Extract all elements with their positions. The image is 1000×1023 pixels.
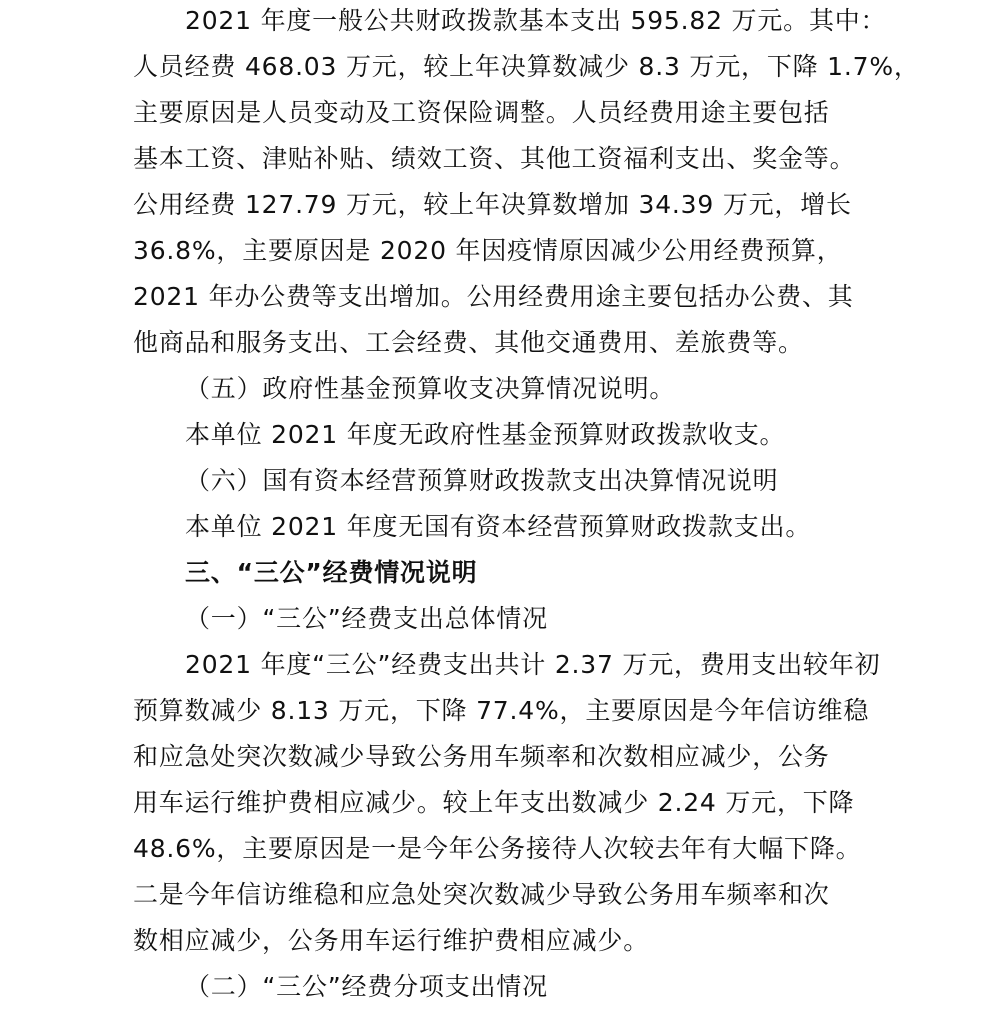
body-text-line: 36.8%，主要原因是 2020 年因疫情原因减少公用经费预算， — [133, 236, 843, 265]
body-text-line: 和应急处突次数减少导致公务用车频率和次数相应减少，公务 — [133, 742, 830, 771]
body-text-line: 他商品和服务支出、工会经费、其他交通费用、差旅费等。 — [133, 328, 804, 357]
body-text-line: 2021 年度“三公”经费支出共计 2.37 万元，费用支出较年初 — [185, 650, 881, 679]
body-text-line: 主要原因是人员变动及工资保险调整。人员经费用途主要包括 — [133, 98, 830, 127]
body-text-line: 基本工资、津贴补贴、绩效工资、其他工资福利支出、奖金等。 — [133, 144, 856, 173]
section-heading: 三、“三公”经费情况说明 — [185, 558, 478, 587]
section-subheading: （六）国有资本经营预算财政拨款支出决算情况说明 — [185, 466, 779, 495]
body-text-line: 用车运行维护费相应减少。较上年支出数减少 2.24 万元，下降 — [133, 788, 855, 817]
section-subheading: （二）“三公”经费分项支出情况 — [185, 972, 548, 1001]
body-text-line: 本单位 2021 年度无国有资本经营预算财政拨款支出。 — [185, 512, 812, 541]
section-subheading: （一）“三公”经费支出总体情况 — [185, 604, 548, 633]
body-text-line: 二是今年信访维稳和应急处突次数减少导致公务用车频率和次 — [133, 880, 830, 909]
body-text-line: 数相应减少，公务用车运行维护费相应减少。 — [133, 926, 650, 955]
body-text-line: 人员经费 468.03 万元，较上年决算数减少 8.3 万元，下降 1.7%， — [133, 52, 920, 81]
section-subheading: （五）政府性基金预算收支决算情况说明。 — [185, 374, 676, 403]
body-text-line: 本单位 2021 年度无政府性基金预算财政拨款收支。 — [185, 420, 786, 449]
body-text-line: 48.6%，主要原因是一是今年公务接待人次较去年有大幅下降。 — [133, 834, 862, 863]
body-text-line: 预算数减少 8.13 万元，下降 77.4%，主要原因是今年信访维稳 — [133, 696, 870, 725]
body-text-line: 公用经费 127.79 万元，较上年决算数增加 34.39 万元，增长 — [133, 190, 852, 219]
body-text-line: 2021 年办公费等支出增加。公用经费用途主要包括办公费、其 — [133, 282, 854, 311]
body-text-line: 2021 年度一般公共财政拨款基本支出 595.82 万元。其中： — [185, 6, 887, 35]
